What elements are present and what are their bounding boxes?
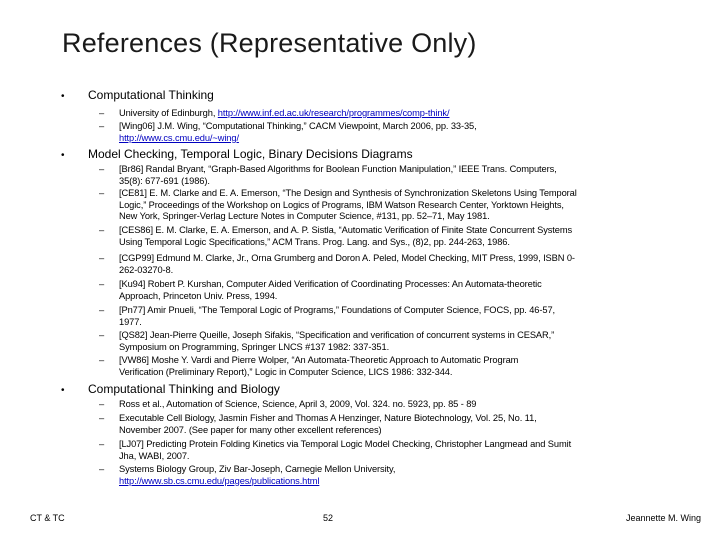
reference-body: University of Edinburgh, (119, 108, 218, 118)
reference-text: [QS82] Jean-Pierre Queille, Joseph Sifakis, “Specification and verification of concurrent systems in CESAR,” Symposium on Programming, Springer LNCS #137 1982: 337-351. (119, 330, 555, 352)
page-number: 52 (323, 513, 334, 523)
reference-body: [Wing06] J.M. Wing, “Computational Thinking,” CACM Viewpoint, March 2006, pp. 33-35, (119, 121, 477, 131)
reference-text: [CES86] E. M. Clarke, E. A. Emerson, and A. P. Sistla, “Automatic Verification of Finite State Concurrent Systems Using Temporal Logic Specifications,” ACM Trans. Prog. Lang. and Sys., (8)2, pp. 244-263, 1986. (119, 225, 573, 247)
bullet-icon: • (61, 91, 65, 102)
dash-icon: – (99, 108, 105, 118)
dash-icon: – (99, 121, 105, 131)
bullet-icon: • (61, 385, 65, 396)
reference-text: [VW86] Moshe Y. Vardi and Pierre Wolper, “An Automata-Theoretic Approach to Automatic Program Verification (Preliminary Report),” Logic in Computer Science, LICS 1986: 332-344. (119, 355, 519, 377)
dash-icon: – (99, 188, 105, 198)
dash-icon: – (99, 413, 105, 423)
reference-text: [CGP99] Edmund M. Clarke, Jr., Orna Grumberg and Doron A. Peled, Model Checking, MIT Press, 1999, ISBN 0- 262-03270-8. (119, 253, 575, 275)
dash-icon: – (99, 464, 105, 474)
dash-icon: – (99, 305, 105, 315)
dash-icon: – (99, 330, 105, 340)
reference-text: Ross et al., Automation of Science, Science, April 3, 2009, Vol. 324. no. 5923, pp. 85 - 89 (119, 399, 477, 409)
reference-text: [LJ07] Predicting Protein Folding Kinetics via Temporal Logic Model Checking, Christopher Langmead and Sumit Jha, WABI, 2007. (119, 439, 572, 461)
reference-text: [Pn77] Amir Pnueli, “The Temporal Logic of Programs,” Foundations of Computer Science, FOCS, pp. 46-57, 1977. (119, 305, 555, 327)
section-heading: Model Checking, Temporal Logic, Binary Decisions Diagrams (88, 147, 413, 161)
dash-icon: – (99, 253, 105, 263)
reference-text: [CE81] E. M. Clarke and E. A. Emerson, “The Design and Synthesis of Synchronization Skeletons Using Temporal Logic,” Proceedings of the Workshop on Logics of Programs, IBM Watson Research Center, Yorktown Heights, New York, Springer-Verlag Lecture Notes in Computer Science, #131, pp. 52–71, May 1981. (119, 188, 577, 222)
dash-icon: – (99, 225, 105, 235)
reference-text: Executable Cell Biology, Jasmin Fisher and Thomas A Henzinger, Nature Biotechnology, Vol. 25, No. 11, November 2007. (See paper for many other excellent references) (119, 413, 537, 435)
dash-icon: – (99, 439, 105, 449)
dash-icon: – (99, 279, 105, 289)
dash-icon: – (99, 355, 105, 365)
reference-link[interactable]: http://www.sb.cs.cmu.edu/pages/publications.html (119, 475, 320, 486)
reference-text (119, 108, 639, 120)
slide-title: References (Representative Only) (62, 28, 477, 58)
footer-course: CT & TC (30, 513, 65, 523)
section-heading: Computational Thinking (88, 88, 214, 102)
reference-text (119, 121, 639, 144)
bullet-icon: • (61, 150, 65, 161)
dash-icon: – (99, 164, 105, 174)
footer-author: Jeannette M. Wing (626, 513, 702, 523)
reference-text: [Ku94] Robert P. Kurshan, Computer Aided Verification of Coordinating Processes: An Automata-theoretic Approach, Princeton Univ. Press, 1994. (119, 279, 542, 301)
reference-link[interactable]: http://www.inf.ed.ac.uk/research/programmes/comp-think/ (217, 108, 450, 118)
reference-text: [Br86] Randal Bryant, “Graph-Based Algorithms for Boolean Function Manipulation,” IEEE Trans. Computers, 35(8): 677-691 (1986). (119, 164, 557, 186)
reference-text (119, 464, 639, 487)
reference-link[interactable]: http://www.cs.cmu.edu/~wing/ (119, 132, 239, 143)
dash-icon: – (99, 399, 105, 409)
reference-body: Systems Biology Group, Ziv Bar-Joseph, Carnegie Mellon University, (119, 464, 396, 474)
section-heading: Computational Thinking and Biology (88, 382, 280, 396)
